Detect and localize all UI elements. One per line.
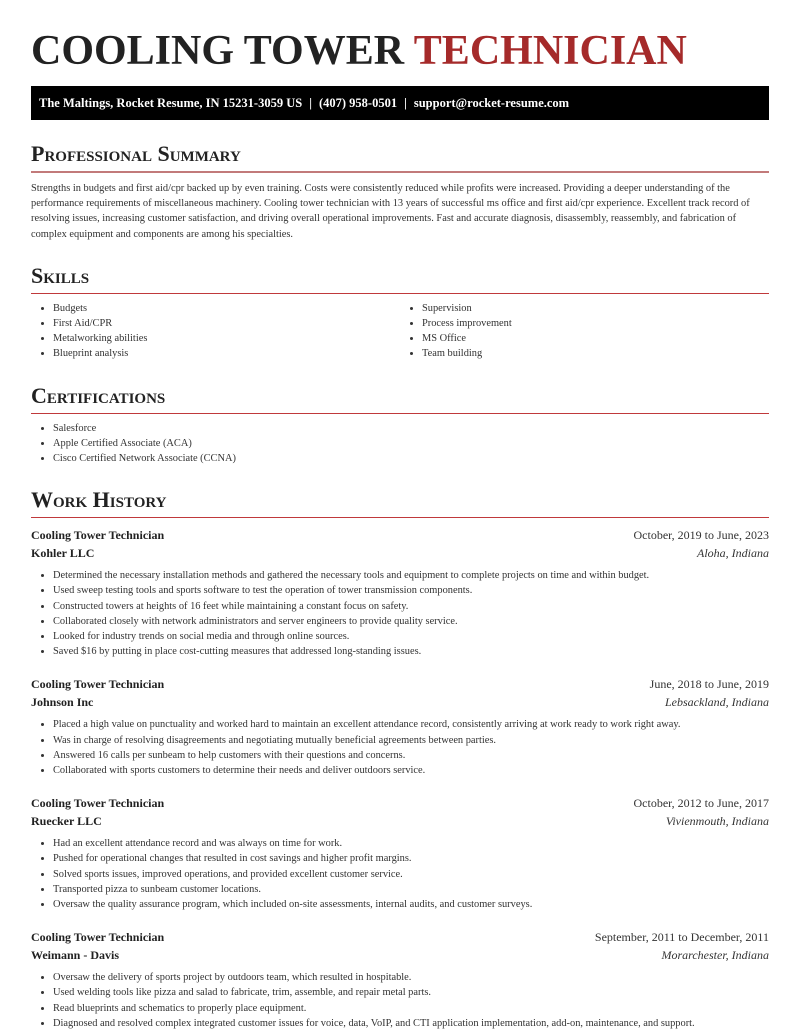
job-bullets — [31, 568, 769, 659]
summary-heading: Professional Summary — [31, 141, 769, 173]
job-company: Kohler LLC — [31, 545, 95, 560]
job-location: Aloha, Indiana — [697, 545, 769, 560]
skill-item: • Budgets — [53, 301, 400, 316]
certifications-list — [31, 421, 769, 467]
job-location: Morarchester, Indiana — [661, 947, 769, 962]
job-bullet: • Read blueprints and schematics to properly place equipment. — [53, 1001, 769, 1016]
job-bullet: • Oversaw the quality assurance program, which included on-site assessments, internal audits, and customer surveys. — [53, 897, 769, 912]
job-dates: June, 2018 to June, 2019 — [649, 677, 769, 692]
job-company: Ruecker LLC — [31, 813, 102, 828]
skills-column-left — [31, 301, 400, 362]
job-dates: October, 2019 to June, 2023 — [633, 528, 769, 543]
job-bullet: • Answered 16 calls per sunbeam to help customers with their questions and concerns. — [53, 748, 769, 763]
separator: | — [404, 96, 407, 110]
skill-item: • Supervision — [422, 301, 769, 316]
job-bullet: • Used welding tools like pizza and salad to fabricate, trim, assemble, and repair metal parts. — [53, 985, 769, 1000]
job-bullet: • Pushed for operational changes that resulted in cost savings and higher profit margins. — [53, 851, 769, 866]
contact-phone: (407) 958-0501 — [318, 96, 398, 110]
contact-address: The Maltings, Rocket Resume, IN 15231-3059 US — [39, 96, 303, 110]
job-entry — [31, 929, 769, 1031]
job-bullet: • Transported pizza to sunbeam customer locations. — [53, 882, 769, 897]
contact-email[interactable]: support@rocket-resume.com — [413, 96, 570, 110]
job-dates: October, 2012 to June, 2017 — [633, 796, 769, 811]
contact-bar — [31, 86, 769, 120]
job-bullet: • Had an excellent attendance record and was always on time for work. — [53, 836, 769, 851]
job-bullet: • Diagnosed and resolved complex integrated customer issues for voice, data, VoIP, and CTI application implementation, add-on, maintenance, and support. — [53, 1016, 769, 1031]
job-bullet: • Was in charge of resolving disagreements and negotiating mutually beneficial agreements between parties. — [53, 733, 769, 748]
job-entry — [31, 527, 769, 659]
certification-item: • Apple Certified Associate (ACA) — [53, 436, 769, 451]
job-bullet: • Collaborated closely with network administrators and server engineers to provide quality service. — [53, 614, 769, 629]
job-location: Lebsackland, Indiana — [665, 694, 769, 709]
job-title: Cooling Tower Technician — [31, 677, 165, 692]
job-company: Weimann - Davis — [31, 947, 120, 962]
certifications-heading: Certifications — [31, 383, 769, 414]
certification-item: • Salesforce — [53, 421, 769, 436]
job-bullets — [31, 836, 769, 912]
certification-item: • Cisco Certified Network Associate (CCNA) — [53, 451, 769, 466]
job-title: Cooling Tower Technician — [31, 796, 165, 811]
job-bullet: • Placed a high value on punctuality and worked hard to maintain an excellent attendance record, consistently arriving at work ready to work right away. — [53, 717, 769, 732]
job-title: Cooling Tower Technician — [31, 528, 165, 543]
job-entry — [31, 676, 769, 778]
job-entry — [31, 795, 769, 912]
job-bullet: • Used sweep testing tools and sports software to test the operation of tower transmission components. — [53, 583, 769, 598]
job-title: Cooling Tower Technician — [31, 930, 165, 945]
skill-item: • MS Office — [422, 331, 769, 346]
title-accent: TECHNICIAN — [413, 28, 687, 74]
job-bullet: • Constructed towers at heights of 16 feet while maintaining a constant focus on safety. — [53, 599, 769, 614]
job-bullet: • Collaborated with sports customers to determine their needs and deliver outdoors service. — [53, 763, 769, 778]
skill-item: • Process improvement — [422, 316, 769, 331]
resume-title — [31, 0, 769, 86]
job-bullets — [31, 970, 769, 1031]
job-bullet: • Solved sports issues, improved operations, and provided excellent customer service. — [53, 867, 769, 882]
skill-item: • Team building — [422, 346, 769, 361]
skill-item: • First Aid/CPR — [53, 316, 400, 331]
skill-item: • Metalworking abilities — [53, 331, 400, 346]
summary-text: Strengths in budgets and first aid/cpr backed up by even training. Costs were consistently reduced while profits were increased. Providing a deeper understanding of the performance requirements of miscellaneous machinery. Cooling tower technician with 13 years of successful ms office and first aid/cpr experience. Excellent track record of resolving issues, increasing customer satisfaction, and driving overall operational improvements. Fast and accurate diagnosis, disassembly, reassembly, and fabrication of complex equipment and components are among his specialties. — [31, 183, 750, 240]
job-location: Vivienmouth, Indiana — [665, 813, 769, 828]
job-bullet: • Determined the necessary installation methods and gathered the necessary tools and equipment to complete projects on time and within budget. — [53, 568, 769, 583]
job-bullet: • Looked for industry trends on social media and through online sources. — [53, 629, 769, 644]
skill-item: • Blueprint analysis — [53, 346, 400, 361]
job-dates: September, 2011 to December, 2011 — [594, 930, 769, 945]
skills-column-right — [400, 301, 769, 362]
separator: | — [309, 96, 312, 110]
job-company: Johnson Inc — [31, 694, 94, 709]
work-history-heading: Work History — [31, 487, 769, 518]
skills-heading: Skills — [31, 263, 769, 294]
job-bullet: • Saved $16 by putting in place cost-cutting measures that addressed long-standing issues. — [53, 644, 769, 659]
title-main: COOLING TOWER — [31, 28, 405, 74]
skills-list — [31, 301, 769, 362]
job-bullets — [31, 717, 769, 778]
job-bullet: • Oversaw the delivery of sports project by outdoors team, which resulted in hospitable. — [53, 970, 769, 985]
